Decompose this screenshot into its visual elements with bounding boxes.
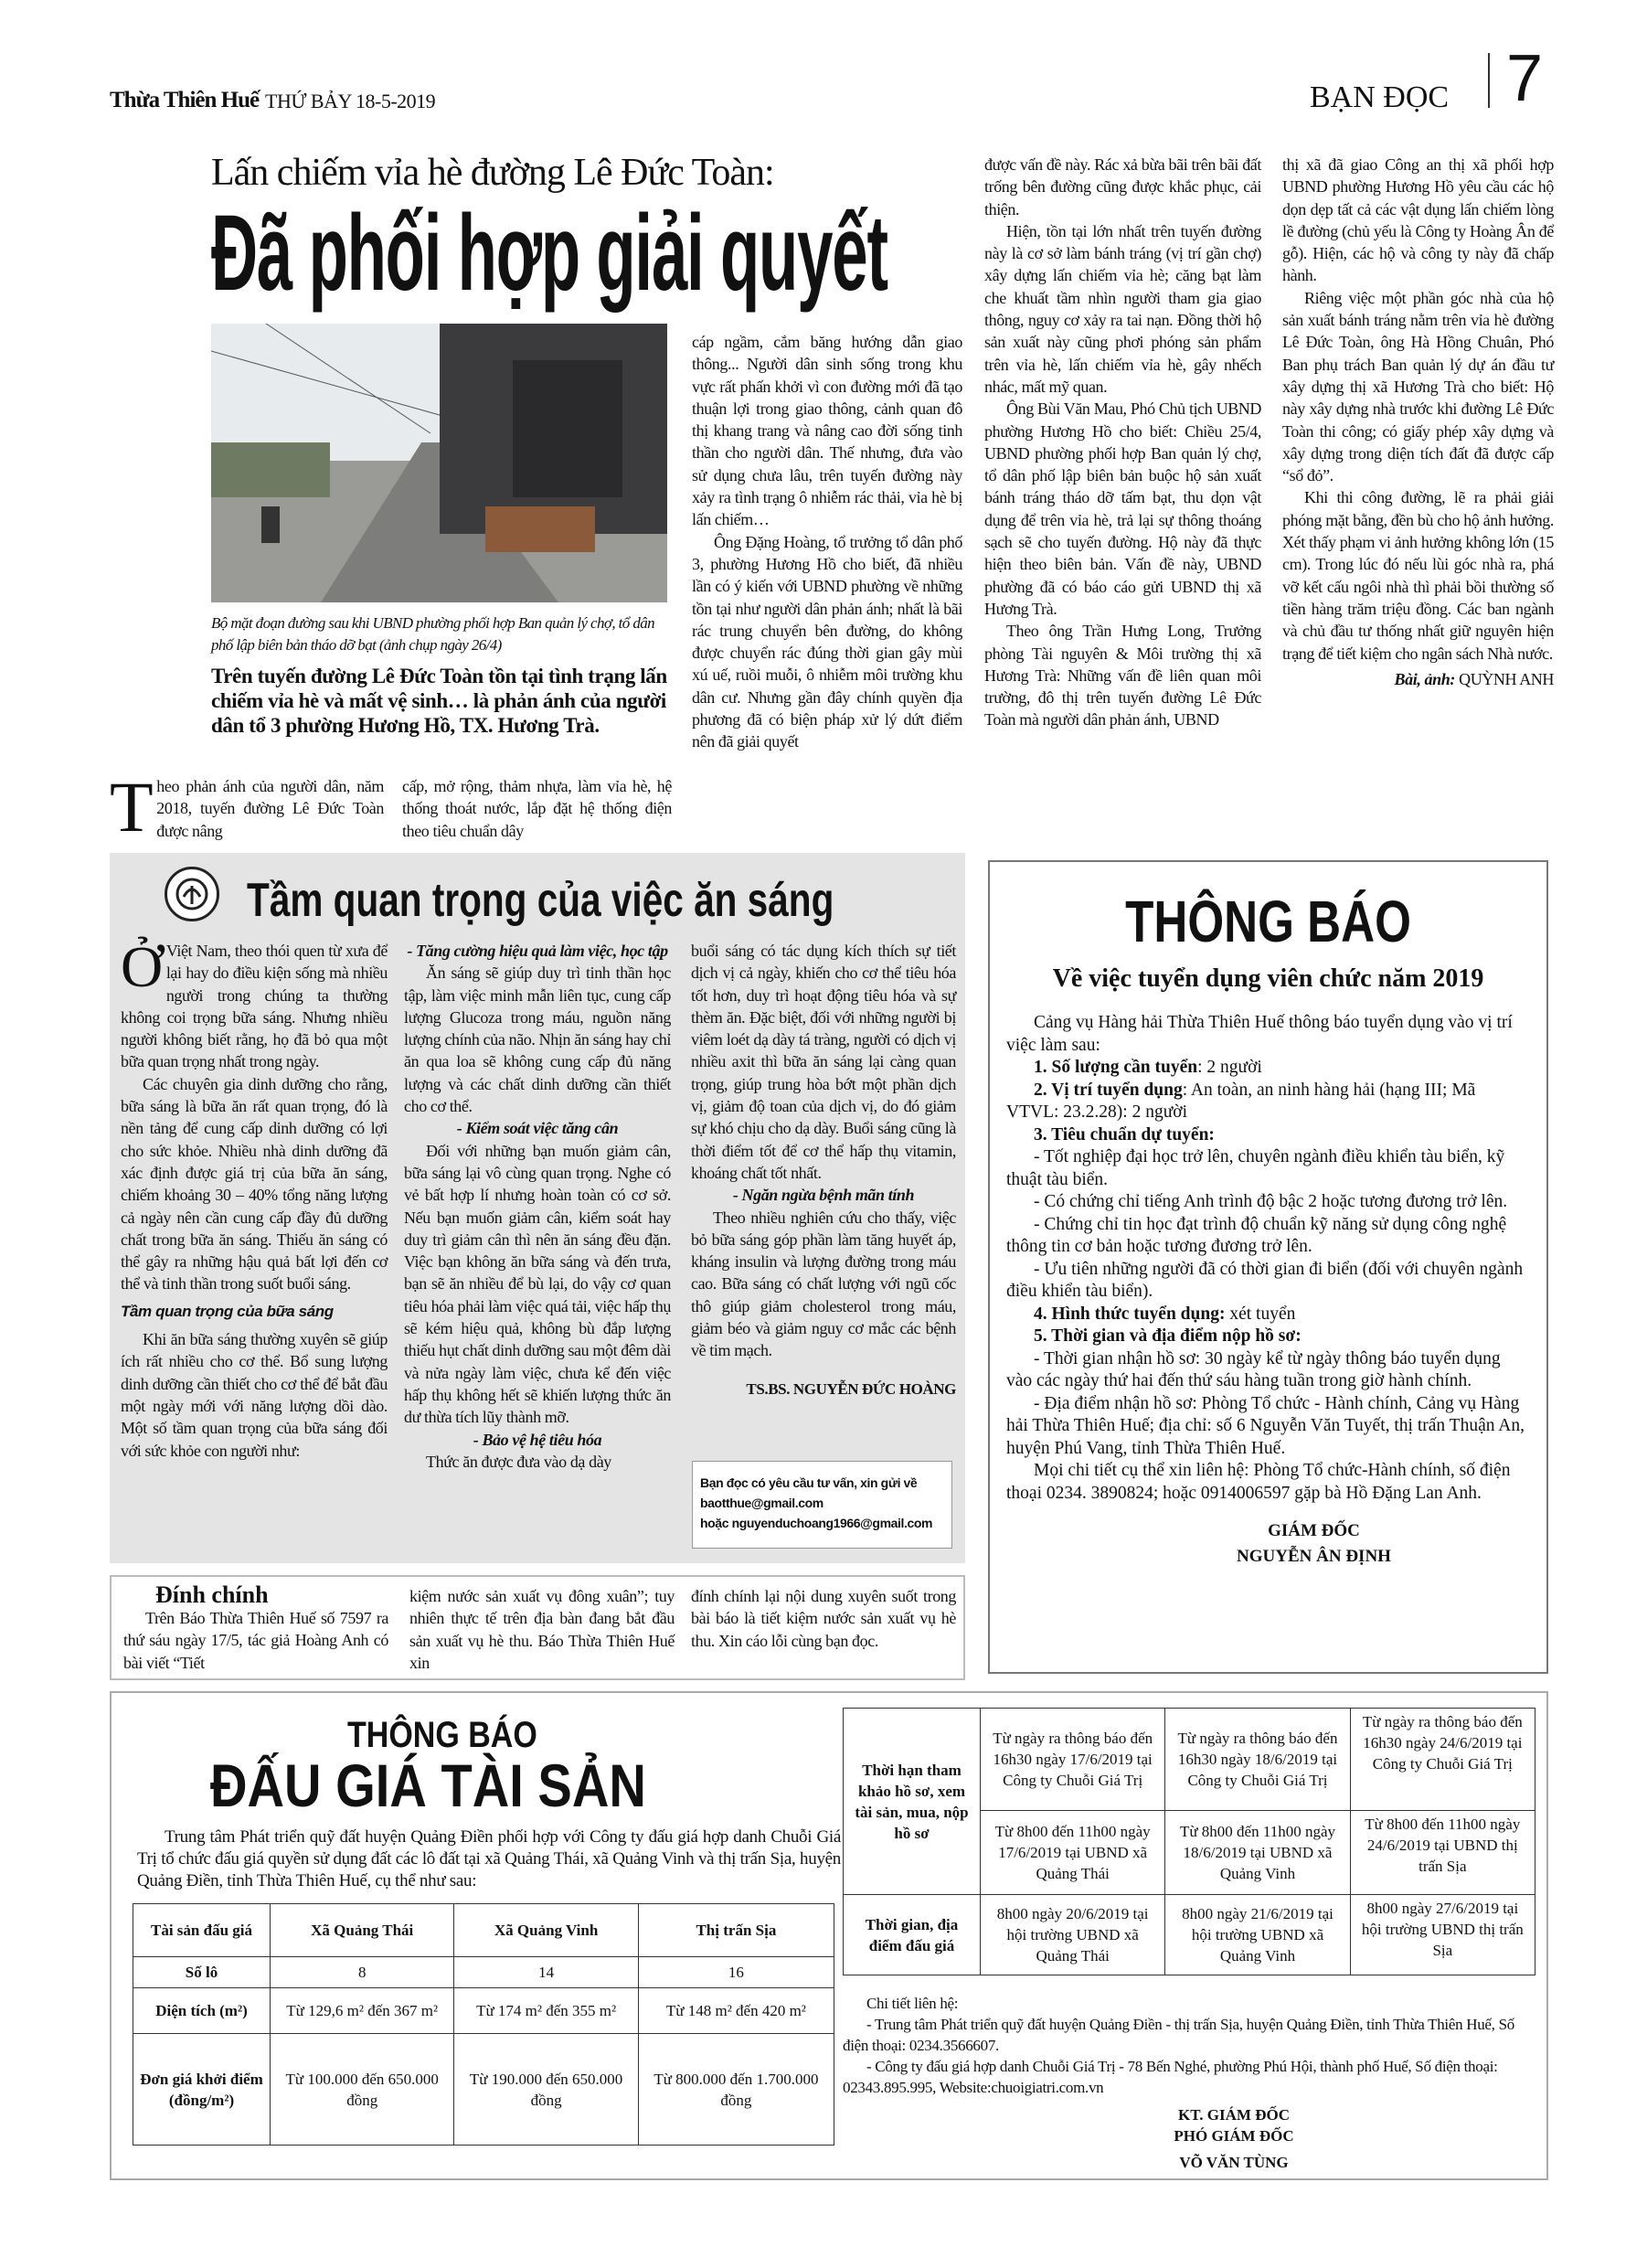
auction-contacts: [843, 1993, 1530, 2098]
contact-line: - Trung tâm Phát triển quỹ đất huyện Quảng Điền - thị trấn Sịa, huyện Quảng Điền, tỉnh Thừa Thiên Huế, Số điện thoại: 0234.3566607.: [843, 2016, 1514, 2054]
item: 2. Vị trí tuyển dụng: An toàn, an ninh hàng hải (hạng III; Mã VTVL: 23.2.28): 2 người: [1006, 1080, 1476, 1122]
table-header-row: Tài sản đấu giá Xã Quảng Thái Xã Quảng Vinh Thị trấn Sịa: [133, 1904, 834, 1957]
paragraph: kiệm nước sản xuất vụ đông xuân”; tuy nhiên thực tế trên địa bàn đang bắt đầu sản xuất vụ hè thu. Báo Thừa Thiên Huế xin: [409, 1587, 675, 1672]
article-column: [692, 331, 962, 753]
criterion: - Có chứng chỉ tiếng Anh trình độ bậc 2 hoặc tương đương trở lên.: [1034, 1192, 1508, 1211]
paragraph: buổi sáng có tác dụng kích thích sự tiết dịch vị cả ngày, khiến cho cơ thể tiêu hóa tốt hơn, duy trì hoạt động tiêu hóa và sự thèm ăn. Đặc biệt, đối với những người bị viêm loét dạ dày tá tràng, người có dịch vị nhiều axit thì bữa ăn sáng lại càng quan trọng, giúp trung hòa bớt một phần dịch vị, giảm độ toan của dịch vị, do đó giảm sự khó chịu cho dạ dày. Buổi sáng cũng là thời điểm tốt để cơ thể hấp thụ vitamin, khoáng chất tốt nhất.: [691, 942, 956, 1182]
byline-label: Bài, ảnh:: [1394, 669, 1455, 688]
article-kicker: Lấn chiếm vỉa hè đường Lê Đức Toàn:: [211, 152, 774, 194]
auction-intro: Trung tâm Phát triển quỹ đất huyện Quảng Điền phối hợp với Công ty đấu giá hợp danh Chuỗi Giá Trị tổ chức đấu giá quyền sử dụng đất các lô đất tại xã Quảng Thái, xã Quảng Vinh và thị trấn Sịa, huyện Quảng Điền, tỉnh Thừa Thiên Huế, cụ thể như sau:: [137, 1827, 841, 1890]
byline: [1282, 668, 1554, 690]
schedule-table: [843, 1708, 1535, 1975]
paragraph: được vấn đề này. Rác xả bừa bãi trên bãi đất trống bên đường cũng được khắc phục, cải thiện.: [984, 155, 1261, 218]
photo-caption: Bộ mặt đoạn đường sau khi UBND phường phối hợp Ban quản lý chợ, tổ dân phố lập biên bản tháo dỡ bạt (ảnh chụp ngày 26/4): [211, 614, 655, 654]
notice-subtitle: Về việc tuyển dụng viên chức năm 2019: [1052, 964, 1484, 993]
correction-column: [123, 1607, 388, 1674]
table-row: Thời hạn tham khảo hồ sơ, xem tài sản, mua, nộp hồ sơ Từ ngày ra thông báo đến 16h30 ngày 17/6/2019 tại Công ty Chuỗi Giá Trị Từ ngày ra thông báo đến 16h30 ngày 18/6/2019 tại Công ty Chuỗi Giá Trị Từ ngày ra thông báo đến 16h30 ngày 24/6/2019 tại Công ty Chuỗi Giá Trị: [844, 1709, 1535, 1811]
correction-column: [691, 1585, 956, 1652]
paragraph: Cảng vụ Hàng hải Thừa Thiên Huế thông báo tuyển dụng vào vị trí việc làm sau:: [1006, 1013, 1513, 1055]
signature-name: VÕ VĂN TÙNG: [1179, 2154, 1289, 2171]
health-article-title: Tầm quan trọng của việc ăn sáng: [247, 874, 834, 927]
table-row: Thời gian, địa điểm đấu giá 8h00 ngày 20/6/2019 tại hội trường UBND xã Quảng Thái 8h00 ngày 21/6/2019 tại hội trường UBND xã Quảng Vinh 8h00 ngày 27/6/2019 tại hội trường UBND thị trấn Sịa: [844, 1895, 1535, 1975]
item: 1. Số lượng cần tuyển: 2 người: [1034, 1058, 1262, 1077]
column-logo-icon: [165, 867, 219, 921]
article-column: [1282, 154, 1554, 690]
table-row: Từ 8h00 đến 11h00 ngày 17/6/2019 tại UBND xã Quảng Thái Từ 8h00 đến 11h00 ngày 18/6/2019 tại UBND xã Quảng Vinh Từ 8h00 đến 11h00 ngày 24/6/2019 tại UBND thị trấn Sịa: [844, 1811, 1535, 1895]
article-photo: [211, 324, 667, 602]
item: 5. Thời gian và địa điểm nộp hồ sơ:: [1034, 1326, 1302, 1346]
contact-box: [692, 1461, 952, 1549]
article-column: [121, 934, 388, 1462]
table-row: Diện tích (m²) Từ 129,6 m² đến 367 m² Từ 174 m² đến 355 m² Từ 148 m² đến 420 m²: [133, 1988, 834, 2034]
contact-email[interactable]: baotthue@gmail.com: [700, 1496, 824, 1510]
contact-label: Chi tiết liên hệ:: [866, 1995, 959, 2012]
subheading: - Tăng cường hiệu quả làm việc, học tập: [407, 942, 668, 960]
drop-cap: T: [110, 767, 154, 847]
paragraph: Đối với những bạn muốn giảm cân, bữa sáng lại vô cùng quan trọng. Nghe có vẻ bất hợp lí nhưng hoàn toàn có cơ sở. Nếu bạn muốn giảm cân, kiểm soát hay duy trì giảm cân thì nên ăn sáng đều đặn. Việc bạn không ăn bữa sáng và đến trưa, bạn sẽ ăn nhiều để bù lại, do vậy cơ quan tiêu hóa phải làm việc quá tải, việc hấp thụ sẽ kém hiệu quả, không bù đắp lượng thiếu hụt chất dinh dưỡng sau một đêm dài và nửa ngày làm việc, chưa kể đến việc hấp thụ không hết sẽ khiến lượng thức ăn dư thừa tích lũy thành mỡ.: [404, 1141, 671, 1427]
paragraph: cấp, mở rộng, thảm nhựa, làm vỉa hè, hệ thống thoát nước, lắp đặt hệ thống điện theo tiêu chuẩn dây: [402, 777, 672, 840]
table-row: Đơn giá khởi điểm (đồng/m²) Từ 100.000 đến 650.000 đồng Từ 190.000 đến 650.000 đồng Từ 800.000 đến 1.700.000 đồng: [133, 2034, 834, 2146]
criterion: - Ưu tiên những người đã có thời gian đi biển (đối với chuyên ngành điều khiển tàu biển).: [1006, 1259, 1524, 1301]
lots-table: [133, 1903, 834, 2146]
signature-line: KT. GIÁM ĐỐC: [1178, 2106, 1290, 2124]
article-column: [404, 940, 671, 1473]
contact-email[interactable]: hoặc nguyenduchoang1966@gmail.com: [700, 1516, 933, 1530]
notice-title: THÔNG BÁO: [1125, 889, 1411, 954]
article-column: [691, 940, 956, 1400]
contact-text: Bạn đọc có yêu cầu tư vấn, xin gửi về: [700, 1475, 918, 1490]
byline-name: QUỲNH ANH: [1459, 669, 1554, 688]
paragraph: Ông Đặng Hoàng, tổ trưởng tổ dân phố 3, phường Hương Hồ cho biết, đã nhiều lần có ý kiến với UBND phường về những tồn tại như người dân phản ánh; nhất là bãi rác trung chuyển bên đường, do không được chuyển rác đúng thời gian gây mùi xú uế, ruồi muỗi, ô nhiễm môi trường khu dân cư. Nhưng gần đây chính quyền địa phương đã có biện pháp xử lý dứt điểm nên đã giải quyết: [692, 532, 962, 751]
auction-title-2: ĐẤU GIÁ TÀI SẢN: [210, 1752, 646, 1819]
issue-date: THỨ BẢY 18-5-2019: [265, 90, 436, 112]
auction-title-1: THÔNG BÁO: [347, 1715, 537, 1755]
criterion: - Tốt nghiệp đại học trở lên, chuyên ngành điều khiển tàu biển, kỹ thuật tàu biển.: [1006, 1147, 1505, 1189]
paragraph: đính chính lại nội dung xuyên suốt trong bài báo là tiết kiệm nước sản xuất vụ hè thu. Xin cáo lỗi cùng bạn đọc.: [691, 1587, 956, 1650]
article-lead: Trên tuyến đường Lê Đức Toàn tồn tại tình trạng lấn chiếm vỉa hè và mất vệ sinh… là phản ánh của người dân tổ 3 phường Hương Hồ, TX. Hương Trà.: [211, 665, 667, 737]
article-column: [110, 767, 384, 847]
page-number: 7: [1506, 42, 1544, 115]
paragraph: heo phản ánh của người dân, năm 2018, tuyến đường Lê Đức Toàn được nâng: [156, 777, 384, 840]
article-column: [984, 154, 1261, 731]
paragraph: - Địa điểm nhận hồ sơ: Phòng Tổ chức - Hành chính, Cảng vụ Hàng hải Thừa Thiên Huế; địa chỉ: số 6 Nguyễn Văn Tuyết, thị trấn Thuận An, huyện Phú Vang, tỉnh Thừa Thiên Huế.: [1006, 1393, 1525, 1458]
paragraph: Theo nhiều nghiên cứu cho thấy, việc bỏ bữa sáng góp phần làm tăng huyết áp, kháng insulin và lượng đường trong máu cao. Bữa sáng có chất lượng với ngũ cốc thô giúp giảm cholesterol trong máu, giảm béo và giảm nguy cơ mắc các bệnh về tim mạch.: [691, 1208, 956, 1360]
paragraph: Khi ăn bữa sáng thường xuyên sẽ giúp ích rất nhiều cho cơ thể. Bổ sung lượng dinh dưỡng cần thiết cho cơ thể để bắt đầu một ngày mới với năng lượng dồi dào. Một số tầm quan trọng của bữa sáng đối với sức khỏe con người như:: [121, 1330, 388, 1460]
subheading: - Kiểm soát việc tăng cân: [456, 1119, 619, 1138]
contact-line: - Công ty đấu giá hợp danh Chuỗi Giá Trị - 78 Bến Nghé, phường Phú Hội, thành phố Huế, Số điện thoại: 02343.895.995, Website:chuoigiatri.com.vn: [843, 2058, 1498, 2096]
correction-column: [409, 1585, 675, 1674]
subheading: Tầm quan trọng của bữa sáng: [121, 1302, 334, 1320]
paragraph: Việt Nam, theo thói quen từ xưa để lại hay do điều kiện sống mà nhiều người trong chúng ta thường không coi trọng bữa sáng. Nhưng nhiều người không biết rằng, họ đã bỏ qua một bữa quan trọng nhất trong ngày.: [121, 942, 388, 1071]
auction-signature: [1133, 2104, 1334, 2173]
item: 4. Hình thức tuyển dụng: xét tuyển: [1034, 1304, 1296, 1324]
author: TS.BS. NGUYỄN ĐỨC HOÀNG: [746, 1379, 956, 1398]
masthead-logo: Thừa Thiên Huế: [110, 88, 260, 112]
paragraph: Mọi chi tiết cụ thể xin liên hệ: Phòng Tổ chức-Hành chính, số điện thoại 0234. 3890824; hoặc 0914006597 gặp bà Hồ Đặng Lan Anh.: [1006, 1461, 1511, 1503]
correction-title: Đính chính: [155, 1581, 269, 1608]
subheading: - Ngăn ngừa bệnh mãn tính: [732, 1186, 915, 1205]
paragraph: Hiện, tồn tại lớn nhất trên tuyến đường này là cơ sở làm bánh tráng (vị trí gần chợ) xây dựng lấn chiếm vỉa hè; căng bạt làm che khuất tầm nhìn người tham gia giao thông, nguy cơ xảy ra tai nạn. Đồng thời hộ sản xuất này cũng phơi phóng sản phẩm trên vỉa hè, lấn chiếm vỉa hè, gây nhếch nhác, mất mỹ quan.: [984, 221, 1261, 396]
article-headline: Đã phối hợp giải quyết: [211, 193, 887, 314]
signature-line: PHÓ GIÁM ĐỐC: [1174, 2127, 1294, 2145]
paragraph: Thức ăn được đưa vào dạ dày: [426, 1452, 611, 1471]
paragraph: Trên Báo Thừa Thiên Huế số 7597 ra thứ sáu ngày 17/5, tác giả Hoàng Anh có bài viết “Tiết: [123, 1609, 388, 1672]
paragraph: cáp ngầm, cắm băng hướng dẫn giao thông... Người dân sinh sống trong khu vực rất phấn khởi vì con đường mới đã tạo thuận lợi trong giao thông, cảnh quan đô thị khang trang và nâng cao đời sống tinh thần cho người dân. Thế nhưng, đưa vào sử dụng chưa lâu, trên tuyến đường này xảy ra tình trạng ô nhiễm rác thải, vỉa hè bị lấn chiếm…: [692, 333, 962, 529]
paragraph: thị xã đã giao Công an thị xã phối hợp UBND phường Hương Hồ yêu cầu các hộ dọn dẹp tất cả các vật dụng lấn chiếm lòng lề đường (chủ yếu là Công ty Hoàng Ân để gỗ). Hiện, các hộ và công ty này đã chấp hành.: [1282, 155, 1554, 285]
signature-title: GIÁM ĐỐC: [1268, 1521, 1360, 1540]
item: 3. Tiêu chuẩn dự tuyển:: [1034, 1124, 1215, 1145]
table-row: Số lô 8 14 16: [133, 1957, 834, 1988]
paragraph: - Thời gian nhận hồ sơ: 30 ngày kể từ ngày thông báo tuyển dụng vào các ngày thứ hai đến thứ sáu hàng tuần trong giờ hành chính.: [1006, 1348, 1501, 1390]
paragraph: Riêng việc một phần góc nhà của hộ sản xuất bánh tráng nằm trên vỉa hè đường Lê Đức Toàn, ông Hà Hồng Chuân, Phó Ban phụ trách Ban quản lý dự án đầu tư xây dựng thị xã Hương Trà cho biết: Hộ này xây dựng nhà trước khi đường Lê Đức Toàn thi công; có giấy phép xây dựng và xây dựng trong diện tích đất đã được cấp “sổ đỏ”.: [1282, 288, 1554, 485]
paragraph: Theo ông Trần Hưng Long, Trưởng phòng Tài nguyên & Môi trường thị xã Hương Trà: Những vấn đề liên quan môi trường, đô thị trên tuyến đường Lê Đức Toàn mà người dân phản ánh, UBND: [984, 622, 1261, 729]
paragraph: Ăn sáng sẽ giúp duy trì tinh thần học tập, làm việc minh mẫn liên tục, cung cấp lượng Glucoza trong máu, nguồn năng lượng chính của não. Nhịn ăn sáng hay chỉ ăn qua loa sẽ không cung cấp đủ năng lượng và các chất dinh dưỡng cần thiết cho cơ thể.: [404, 964, 671, 1116]
subheading: - Bảo vệ hệ tiêu hóa: [473, 1430, 602, 1449]
paragraph: Ông Bùi Văn Mau, Phó Chủ tịch UBND phường Hương Hồ cho biết: Chiều 25/4, UBND phường phối hợp Ban quản lý chợ, tổ dân phố lập biên bản buộc hộ sản xuất bánh tráng tháo dỡ tấm bạt, thu dọn vật dụng để trên vỉa hè, trả lại sự thông thoáng sạch sẽ cho tuyến đường. Hộ này đã thực hiện theo biên bản. Vấn đề này, UBND phường đã có báo cáo gửi UBND thị xã Hương Trà.: [984, 399, 1261, 618]
article-column: [402, 775, 672, 842]
paragraph: Khi thi công đường, lẽ ra phải giải phóng mặt bằng, đền bù cho hộ ảnh hưởng. Xét thấy phạm vi ảnh hưởng không lớn (15 cm). Trong lúc đó nếu lùi góc nhà ra, phá vỡ kết cấu ngôi nhà thì phải bồi thường số tiền hàng trăm triệu đồng. Các ban ngành và chủ đầu tư thống nhất giữ nguyên hiện trạng để tiết kiệm cho ngân sách Nhà nước.: [1282, 488, 1554, 663]
recruitment-notice: [988, 860, 1548, 1674]
signature-name: NGUYỄN ÂN ĐỊNH: [1237, 1547, 1391, 1566]
criterion: - Chứng chỉ tin học đạt trình độ chuẩn kỹ năng sử dụng công nghệ thông tin cơ bản hoặc tương đương trở lên.: [1006, 1214, 1507, 1256]
paragraph: Các chuyên gia dinh dưỡng cho rằng, bữa sáng là bữa ăn rất quan trọng, đó là nền tảng để cung cấp dinh dưỡng có lợi cho sức khỏe. Nhiều nhà dinh dưỡng đã xác định được giá trị của bữa ăn sáng, chiếm khoảng 30 – 40% tổng năng lượng cả ngày nên cần cung cấp đầy đủ dưỡng chất trong bữa ăn sáng. Thiếu ăn sáng có thể gây ra những hậu quả bất lợi đến cơ thể và tinh thần trong suốt buổi sáng.: [121, 1074, 388, 1294]
section-name: BẠN ĐỌC: [1310, 80, 1450, 114]
drop-cap: Ở: [121, 934, 163, 999]
header-divider: [1488, 53, 1490, 108]
